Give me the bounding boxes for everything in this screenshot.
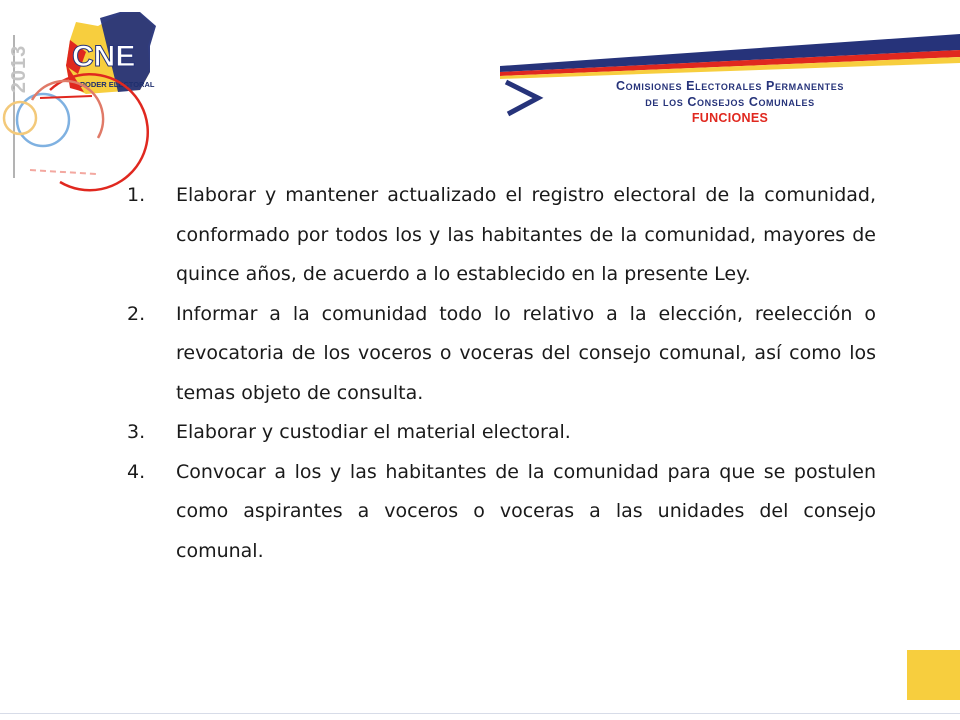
cne-letters: CNE xyxy=(72,40,136,73)
function-text: Convocar a los y las habitantes de la comunidad para que se postulen como aspirantes a voceros o voceras a las unidades del consejo comunal. xyxy=(176,460,876,562)
header-title-line1: Comisiones Electorales Permanentes xyxy=(616,79,844,93)
header-title-line2: de los Consejos Comunales xyxy=(645,95,815,109)
function-number: 2. xyxy=(127,302,146,325)
function-item xyxy=(127,295,876,414)
function-number: 4. xyxy=(127,460,146,483)
bottom-divider xyxy=(0,713,960,714)
function-number: 3. xyxy=(127,421,146,443)
function-item xyxy=(127,413,876,453)
corner-accent-square xyxy=(907,650,960,700)
function-text: Informar a la comunidad todo lo relativo a la elección, reelección o revocatoria de los voceros o voceras del consejo comunal, así como los temas objeto de consulta. xyxy=(176,302,876,404)
chevron-right-icon xyxy=(506,82,538,114)
function-number: 1. xyxy=(127,184,146,206)
slide-header xyxy=(560,78,900,126)
function-text: Elaborar y custodiar el material electoral. xyxy=(176,421,571,443)
year-label: 2013 xyxy=(8,44,30,94)
header-title-functions: FUNCIONES xyxy=(691,111,769,125)
functions-list xyxy=(127,176,876,571)
logo-tagline: PODER ELECTORAL xyxy=(80,80,155,89)
function-item xyxy=(127,453,876,572)
logo-area xyxy=(0,0,180,200)
cne-logo-graphic xyxy=(0,0,180,200)
function-text: Elaborar y mantener actualizado el registro electoral de la comunidad, conformado por todos los y las habitantes de la comunidad, mayores de quince años, de acuerdo a lo establecido en la presente Ley. xyxy=(176,184,876,285)
function-item xyxy=(127,176,876,295)
